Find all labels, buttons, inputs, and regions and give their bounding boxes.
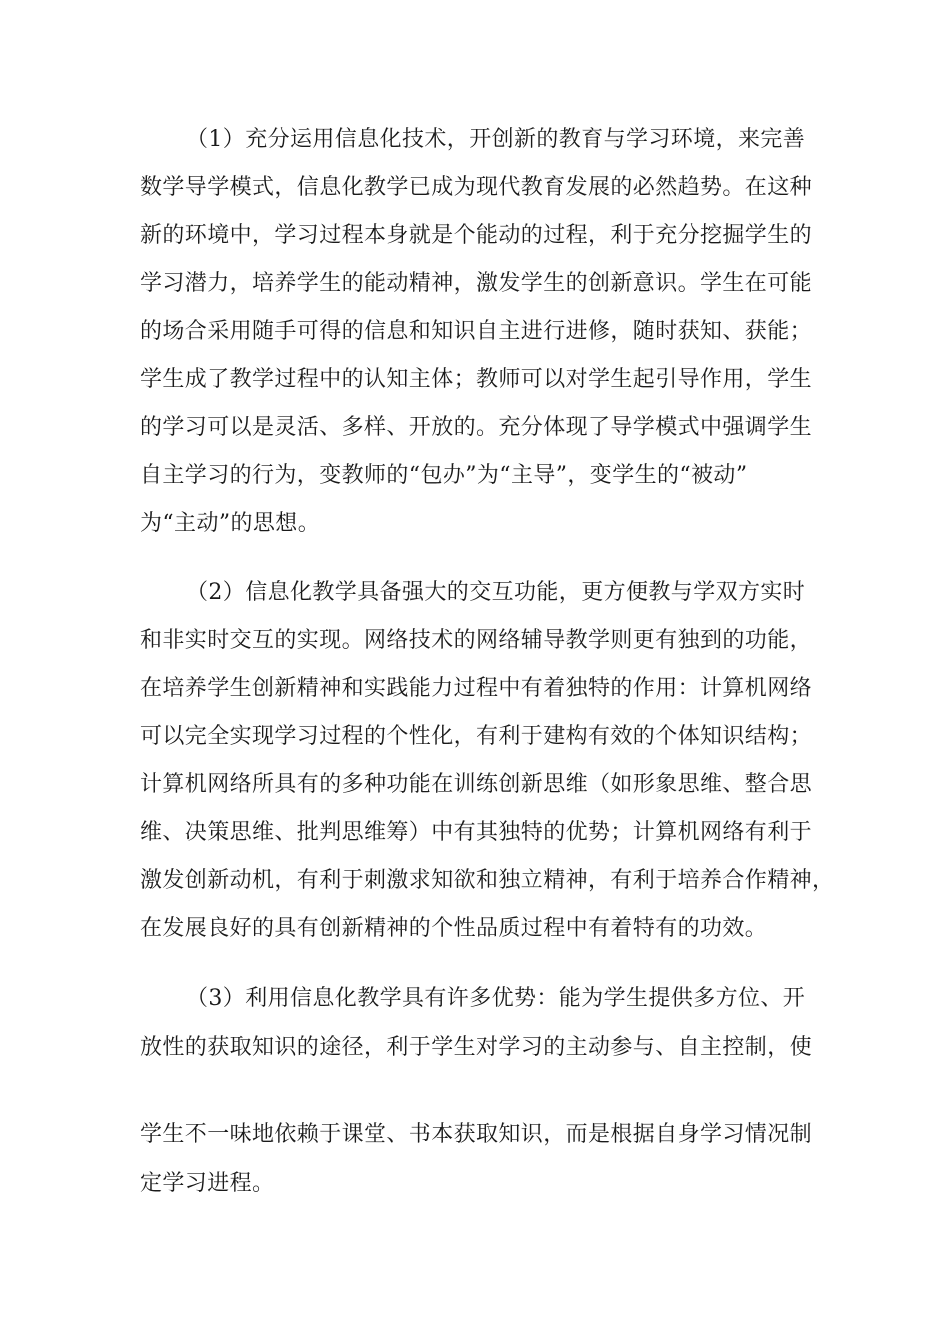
paragraph-line: 维、决策思维、批判思维筹）中有其独特的优势；计算机网络有利于	[140, 820, 813, 845]
paragraph-line: （3）利用信息化教学具有许多优势：能为学生提供多方位、开	[186, 986, 806, 1011]
paragraph-line: 的学习可以是灵活、多样、开放的。充分体现了导学模式中强调学生	[140, 415, 813, 440]
paragraph-line: （2）信息化教学具备强大的交互功能，更方便教与学双方实时	[186, 580, 806, 605]
paragraph-line: 学生不一味地依赖于课堂、书本获取知识，而是根据自身学习情况制	[140, 1122, 813, 1147]
paragraph-line: 激发创新动机，有利于刺激求知欲和独立精神，有利于培养合作精神，	[140, 868, 835, 893]
paragraph-line: 数学导学模式，信息化教学已成为现代教育发展的必然趋势。在这种	[140, 175, 813, 200]
paragraph-line: 的场合采用随手可得的信息和知识自主进行进修，随时获知、获能；	[140, 319, 813, 344]
paragraph-line: （1）充分运用信息化技术，开创新的教育与学习环境，来完善	[186, 127, 806, 152]
paragraph-line: 学习潜力，培养学生的能动精神，激发学生的创新意识。学生在可能	[140, 271, 813, 296]
paragraph-line: 学生成了教学过程中的认知主体；教师可以对学生起引导作用，学生	[140, 367, 813, 392]
paragraph-line: 放性的获取知识的途径，利于学生对学习的主动参与、自主控制，使	[140, 1035, 813, 1060]
paragraph-line: 和非实时交互的实现。网络技术的网络辅导教学则更有独到的功能，	[140, 628, 813, 653]
paragraph-line: 为“主动”的思想。	[140, 511, 321, 536]
paragraph-line: 定学习进程。	[140, 1171, 275, 1196]
paragraph-line: 自主学习的行为，变教师的“包办”为“主导”，变学生的“被动”	[140, 463, 748, 488]
paragraph-line: 计算机网络所具有的多种功能在训练创新思维（如形象思维、整合思	[140, 772, 813, 797]
paragraph-line: 在培养学生创新精神和实践能力过程中有着独特的作用：计算机网络	[140, 676, 813, 701]
paragraph-line: 在发展良好的具有创新精神的个性品质过程中有着特有的功效。	[140, 916, 768, 941]
paragraph-line: 可以完全实现学习过程的个性化，有利于建构有效的个体知识结构；	[140, 724, 813, 749]
paragraph-line: 新的环境中，学习过程本身就是个能动的过程，利于充分挖掘学生的	[140, 223, 813, 248]
